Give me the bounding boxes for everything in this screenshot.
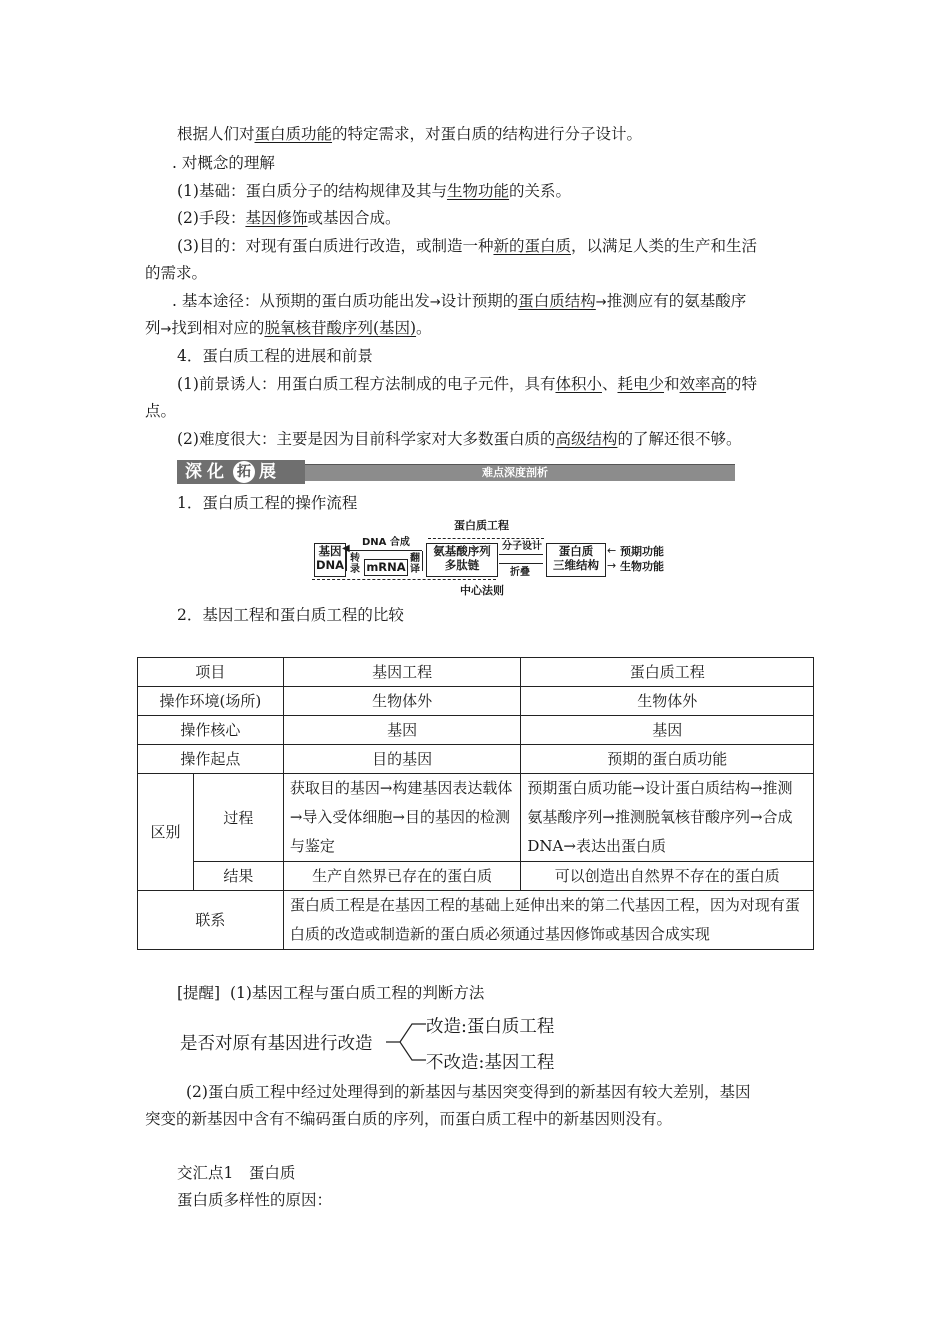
table-cell: 基因: [283, 716, 521, 745]
text: 设计预期的: [440, 292, 519, 310]
table-row: [138, 745, 814, 774]
reminder-tag: [提醒]: [177, 984, 221, 1002]
table-cell: 预期的蛋白质功能: [521, 745, 814, 774]
text: 或基因合成。: [307, 209, 401, 227]
table-cell: 操作核心: [138, 716, 284, 745]
text: (2)手段：: [177, 209, 246, 227]
flow-line: [346, 551, 347, 571]
table-cell: 操作环境(场所): [138, 687, 284, 716]
text: 的了解还很不够。: [617, 430, 742, 448]
banner-circle-char: 拓: [233, 461, 255, 483]
table-cell: 目的基因: [283, 745, 521, 774]
arrow-left-icon: ◀: [342, 543, 350, 554]
table-cell: 蛋白质工程是在基因工程的基础上延伸出来的第二代基因工程，因为对现有蛋白质的改造或制造新的蛋白质必须通过基因修饰或基因合成实现: [283, 891, 813, 950]
table-cell: 生物体外: [521, 687, 814, 716]
progress-point-1: [177, 374, 757, 394]
junction-heading: 交汇点1 蛋白质: [177, 1164, 296, 1182]
concept-point-1: [177, 181, 571, 201]
text: 、: [601, 375, 618, 393]
flow-label-molecular-design: 分子设计: [502, 541, 542, 552]
concept-point-3-cont: 的需求。: [145, 264, 208, 282]
junction-line: 蛋白质多样性的原因：: [177, 1191, 333, 1209]
box-text: DNA: [315, 558, 345, 572]
comparison-table: [137, 657, 814, 950]
progress-heading: 4．蛋白质工程的进展和前景: [177, 347, 373, 365]
table-header-cell: 基因工程: [283, 658, 521, 687]
protein-engineering-flow-diagram: [312, 515, 682, 597]
flow-line: [346, 550, 422, 551]
banner-char: 化: [207, 462, 224, 482]
judgment-question: 是否对原有基因进行改造: [180, 1034, 373, 1054]
flow-line: [422, 551, 423, 571]
underlined: 效率高: [679, 375, 727, 393]
flow-box-mrna: [364, 559, 408, 576]
table-row: [138, 862, 814, 891]
flow-label-transcribe: [350, 553, 360, 575]
table-header-cell: 项目: [138, 658, 284, 687]
reminder-text: (1)基因工程与蛋白质工程的判断方法: [229, 984, 485, 1002]
box-text: mRNA: [366, 560, 406, 574]
table-cell: 操作起点: [138, 745, 284, 774]
flow-box-amino-acid: [426, 543, 498, 577]
progress-point-2: [177, 429, 742, 449]
underlined: 基因修饰: [245, 209, 308, 227]
text: 和: [664, 375, 680, 393]
text: (2)难度很大：主要是因为目前科学家对大多数蛋白质的: [177, 430, 556, 448]
arrow-left-icon: ←: [607, 544, 617, 557]
underlined: 体积小: [555, 375, 602, 393]
section-1-heading: 1．蛋白质工程的操作流程: [177, 494, 358, 512]
banner-subtitle: 难点深度剖析: [482, 466, 548, 479]
underlined: 高级结构: [555, 430, 618, 448]
flow-top-bracket: [428, 538, 544, 539]
flow-label-translate: [410, 553, 420, 575]
flow-label-dna-synthesis: DNA 合成: [362, 537, 410, 548]
table-cell: 预期蛋白质功能→设计蛋白质结构→推测氨基酸序列→推测脱氧核苷酸序列→合成DNA→表达出蛋白质: [521, 774, 814, 862]
reminder-point-2-cont: 突变的新基因中含有不编码蛋白质的序列，而蛋白质工程中的新基因则没有。: [145, 1110, 673, 1128]
pathway-line-1: [172, 291, 746, 313]
underlined: 耗电少: [617, 375, 665, 393]
table-header-row: [138, 658, 814, 687]
box-text: 基因: [318, 544, 342, 558]
flow-bottom-label: 中心法则: [460, 584, 504, 597]
underlined: 脱氧核苷酸序列(基因): [264, 319, 417, 337]
intro-text: 的特定需求，对蛋白质的结构进行分子设计。: [332, 125, 643, 143]
table-cell: 区别: [138, 774, 194, 891]
text: 列: [145, 319, 161, 337]
text: 的特: [726, 375, 758, 393]
text: 。: [416, 319, 432, 337]
char: 录: [350, 564, 360, 575]
table-cell: 结果: [193, 862, 283, 891]
box-text: 三维结构: [553, 558, 599, 572]
progress-point-1-cont: 点。: [145, 402, 177, 420]
table-cell: 基因: [521, 716, 814, 745]
text: 推测应有的氨基酸序: [606, 292, 747, 310]
pathway-line-2: [145, 318, 432, 340]
arrow-icon: →: [429, 295, 441, 310]
section-2-heading: 2．基因工程和蛋白质工程的比较: [177, 606, 404, 624]
table-cell: 生物体外: [283, 687, 521, 716]
table-cell: 过程: [193, 774, 283, 862]
reminder-line: [177, 983, 484, 1003]
box-text: 氨基酸序列: [433, 544, 491, 558]
flow-bottom-bracket: [312, 579, 496, 580]
text: 找到相对应的: [171, 319, 265, 337]
branch-icon: [386, 1012, 426, 1072]
table-cell: 可以创造出自然界不存在的蛋白质: [521, 862, 814, 891]
flow-top-label: 蛋白质工程: [454, 519, 509, 532]
flow-label-fold: 折叠: [510, 567, 530, 578]
arrow-icon: →: [595, 295, 607, 310]
arrow-right-icon: →: [607, 559, 617, 572]
table-row: [138, 774, 814, 862]
table-row: [138, 716, 814, 745]
table-cell: 生产自然界已存在的蛋白质: [283, 862, 521, 891]
flow-line: [499, 554, 543, 555]
judgment-yes: 改造:蛋白质工程: [426, 1017, 555, 1037]
text: (1)前景诱人：用蛋白质工程方法制成的电子元件，具有: [177, 375, 556, 393]
reminder-point-2: (2)蛋白质工程中经过处理得到的新基因与基因突变得到的新基因有较大差别，基因: [186, 1083, 751, 1101]
banner-char: 展: [259, 462, 276, 482]
box-text: 蛋白质: [558, 544, 594, 558]
underlined: 新的蛋白质: [493, 237, 571, 255]
judgment-diagram: [180, 1010, 600, 1080]
intro-text: 根据人们对: [177, 125, 255, 143]
text: (3)目的：对现有蛋白质进行改造，或制造一种: [177, 237, 494, 255]
underlined: 蛋白质结构: [518, 292, 596, 310]
table-cell: 获取目的基因→构建基因表达载体→导入受体细胞→目的基因的检测与鉴定: [283, 774, 521, 862]
concept-point-3: [177, 236, 757, 256]
text: ，以满足人类的生产和生活: [570, 237, 757, 255]
char: 译: [410, 564, 420, 575]
flow-label-bio-function: 生物功能: [620, 560, 664, 573]
intro-line: [177, 124, 642, 144]
banner-char: 深: [185, 462, 202, 482]
flow-line: [499, 563, 543, 564]
table-cell: 联系: [138, 891, 284, 950]
concept-heading: . 对概念的理解: [172, 154, 275, 172]
table-header-cell: 蛋白质工程: [521, 658, 814, 687]
flow-box-protein-structure: [546, 543, 606, 577]
underlined: 生物功能: [446, 182, 509, 200]
table-row: [138, 891, 814, 950]
table-row: [138, 687, 814, 716]
text: 的关系。: [508, 182, 571, 200]
char: 翻: [410, 553, 420, 564]
judgment-no: 不改造:基因工程: [426, 1053, 555, 1073]
flow-label-expected-function: 预期功能: [620, 545, 664, 558]
arrow-icon: →: [160, 322, 172, 337]
intro-underlined: 蛋白质功能: [254, 125, 333, 143]
section-banner: [177, 460, 557, 484]
text: (1)基础：蛋白质分子的结构规律及其与: [177, 182, 447, 200]
text: . 基本途径：从预期的蛋白质功能出发: [172, 292, 430, 310]
box-text: 多肽链: [444, 558, 480, 572]
char: 转: [350, 553, 360, 564]
concept-point-2: [177, 208, 401, 228]
